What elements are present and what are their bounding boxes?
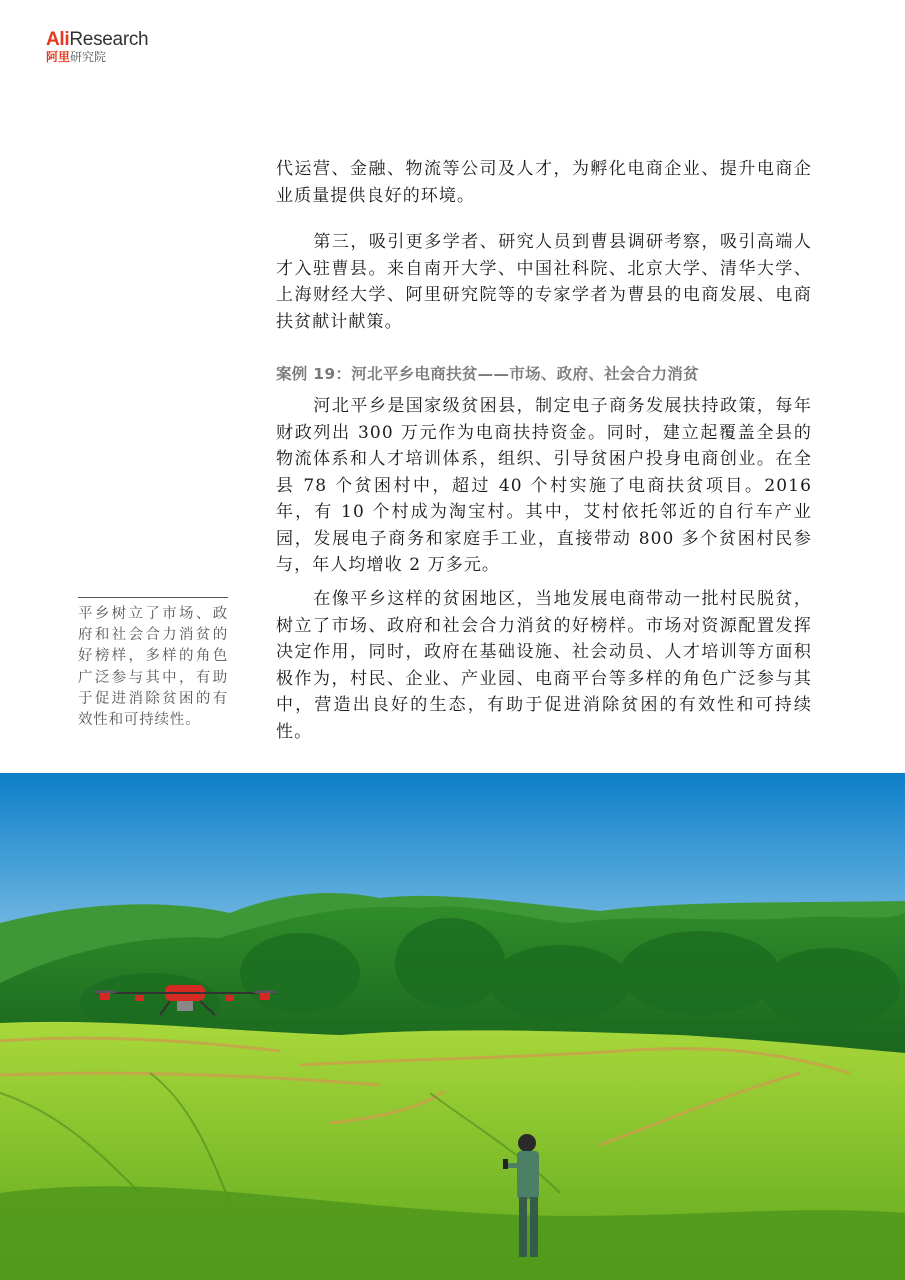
logo-cn-red-text: 阿里 (46, 50, 71, 64)
body-paragraph-2: 第三，吸引更多学者、研究人员到曹县调研考察，吸引高端人才入驻曹县。来自南开大学、中国社科院、北京大学、清华大学、上海财经大学、阿里研究院等的专家学者为曹县的电商发展、电商扶贫献计献策。 (276, 232, 812, 332)
case-heading: 案例 19：河北平乡电商扶贫——市场、政府、社会合力消贫 (276, 365, 699, 383)
logo-ali-text: Ali (46, 29, 70, 50)
sidebar-pull-quote: 平乡树立了市场、政府和社会合力消贫的好榜样，多样的角色广泛参与其中，有助于促进消除贫困的有效性和可持续性。 (78, 606, 228, 729)
body-paragraph-1: 代运营、金融、物流等公司及人才，为孵化电商企业、提升电商企业质量提供良好的环境。 (276, 159, 812, 206)
logo-english (46, 30, 186, 50)
logo-research-text: Research (69, 29, 149, 50)
body-paragraph-3: 河北平乡是国家级贫困县，制定电子商务发展扶持政策，每年财政列出 300 万元作为电商扶持资金。同时，建立起覆盖全县的物流体系和人才培训体系，组织、引导贫困户投身电商创业。在全县 78 个贫困村中，超过 40 个村实施了电商扶贫项目。2016 年，有 10 个村成为淘宝村。其中，艾村依托邻近的自行车产业园，发展电子商务和家庭手工业，直接带动 800 多个贫困村民参与，年人均增收 2 万多元。 (276, 396, 812, 575)
terraced-hills-photo (0, 773, 905, 1280)
sidebar-divider (78, 597, 228, 598)
logo-chinese (46, 50, 186, 64)
logo-cn-grey-text: 研究院 (70, 50, 107, 64)
body-paragraph-4: 在像平乡这样的贫困地区，当地发展电商带动一批村民脱贫，树立了市场、政府和社会合力消贫的好榜样。市场对资源配置发挥决定作用，同时，政府在基础设施、社会动员、人才培训等方面积极作为，村民、企业、产业园、电商平台等多样的角色广泛参与其中，营造出良好的生态，有助于促进消除贫困的有效性和可持续性。 (276, 589, 812, 742)
aliresearch-logo (46, 30, 186, 70)
